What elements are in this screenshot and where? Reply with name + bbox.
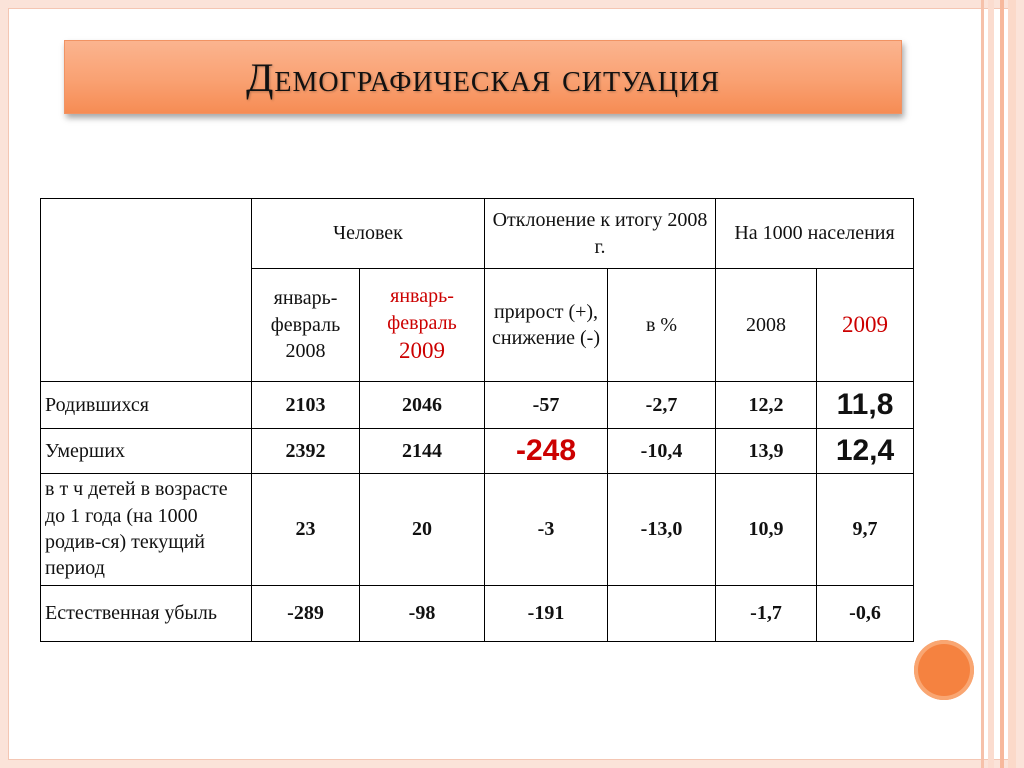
table-row — [41, 473, 914, 585]
cell-births-2008: 2103 — [252, 382, 360, 429]
cell-decline-2009: -98 — [360, 585, 485, 641]
header-growth: прирост (+), снижение (-) — [485, 269, 608, 382]
cell-births-rate-2008: 12,2 — [716, 382, 817, 429]
cell-infants-rate-2009: 9,7 — [817, 473, 914, 585]
cell-decline-rate-2008: -1,7 — [716, 585, 817, 641]
row-label-natural-decline: Естественная убыль — [41, 585, 252, 641]
cell-deaths-2008: 2392 — [252, 429, 360, 474]
cell-decline-rate-2009: -0,6 — [817, 585, 914, 641]
cell-births-diff: -57 — [485, 382, 608, 429]
cell-deaths-pct: -10,4 — [608, 429, 716, 474]
header-janfeb-2008 — [252, 269, 360, 382]
decorative-stripes — [976, 0, 1024, 768]
header-empty-cell — [41, 199, 252, 382]
table-row — [41, 585, 914, 641]
cell-infants-2009: 20 — [360, 473, 485, 585]
header-percent: в % — [608, 269, 716, 382]
table-row — [41, 429, 914, 474]
year-2008-label: 2008 — [285, 340, 326, 363]
year-2009-label: 2009 — [399, 338, 445, 364]
cell-births-rate-2009: 11,8 — [817, 382, 914, 429]
header-people: Человек — [252, 199, 485, 269]
slide-title: Демографическая ситуация — [246, 54, 720, 100]
header-deviation: Отклонение к итогу 2008 г. — [485, 199, 716, 269]
cell-births-pct: -2,7 — [608, 382, 716, 429]
table-row — [41, 382, 914, 429]
header-janfeb-2009 — [360, 269, 485, 382]
row-label-infants: в т ч детей в возрасте до 1 года (на 1000 родив-ся) текущий период — [41, 473, 252, 585]
cell-decline-pct — [608, 585, 716, 641]
cell-deaths-diff: -248 — [485, 429, 608, 474]
cell-deaths-2009: 2144 — [360, 429, 485, 474]
janfeb-label-2008: январь-февраль — [270, 287, 341, 336]
cell-infants-pct: -13,0 — [608, 473, 716, 585]
row-label-deaths: Умерших — [41, 429, 252, 474]
header-rate-2008: 2008 — [716, 269, 817, 382]
cell-infants-2008: 23 — [252, 473, 360, 585]
cell-deaths-rate-2008: 13,9 — [716, 429, 817, 474]
cell-infants-diff: -3 — [485, 473, 608, 585]
demographics-table — [40, 198, 914, 642]
cell-births-2009: 2046 — [360, 382, 485, 429]
cell-decline-diff: -191 — [485, 585, 608, 641]
header-rate-2009: 2009 — [817, 269, 914, 382]
cell-infants-rate-2008: 10,9 — [716, 473, 817, 585]
cell-deaths-rate-2009: 12,4 — [817, 429, 914, 474]
row-label-births: Родившихся — [41, 382, 252, 429]
decorative-circle — [914, 640, 974, 700]
header-per1000: На 1000 населения — [716, 199, 914, 269]
cell-decline-2008: -289 — [252, 585, 360, 641]
title-banner — [64, 40, 902, 114]
janfeb-label-2009: январь-февраль — [387, 285, 457, 334]
header-row-1 — [41, 199, 914, 269]
